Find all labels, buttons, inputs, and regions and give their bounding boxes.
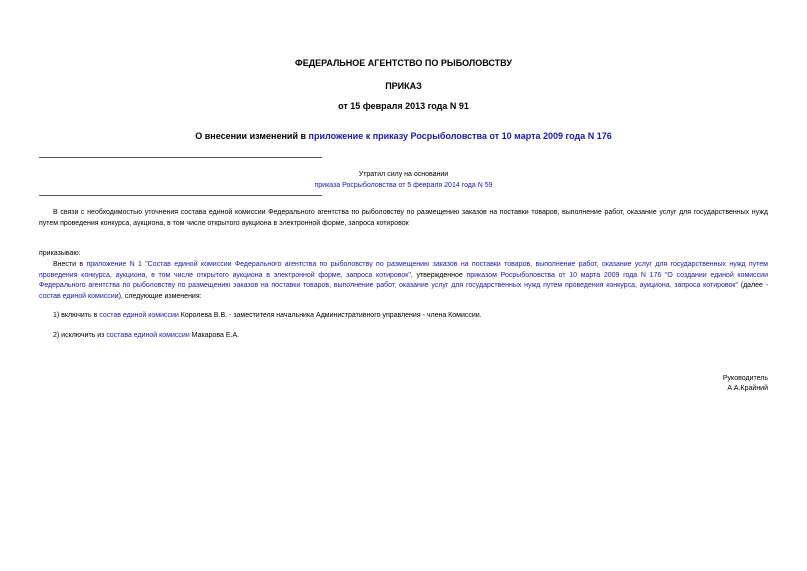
status-link[interactable]: приказа Росрыболовства от 5 февраля 2014 года N 59 xyxy=(314,182,493,189)
item-2-text-1: 2) исключить из xyxy=(53,332,107,339)
divider-bottom xyxy=(39,195,322,196)
main-text-4: ), следующие изменения: xyxy=(118,292,202,300)
order-word: приказываю: xyxy=(39,250,81,257)
status-line: Утратил силу на основании xyxy=(358,171,449,178)
item-2 xyxy=(39,331,768,342)
commission-link[interactable]: состав единой комиссии xyxy=(39,292,119,300)
signature-title: Руководитель xyxy=(722,375,768,382)
divider-top xyxy=(39,157,322,158)
signature-name: А.А.Крайний xyxy=(727,385,768,392)
subject-heading xyxy=(0,131,807,141)
item-1-text-1: 1) включить в xyxy=(53,312,100,319)
main-text-3: (далее - xyxy=(737,282,768,290)
subject-link[interactable]: приложение к приказу Росрыболовства от 10 марта 2009 года N 176 xyxy=(308,131,612,141)
main-text-1: Внести в xyxy=(53,261,87,268)
item-2-text-2: Макарова Е.А. xyxy=(189,332,240,339)
preamble: В связи с необходимостью уточнения состава единой комиссии Федерального агентства по рыболовству по размещению заказов на поставки товаров, выполнение работ, оказание услуг для государственных нужд путем проведения конкурса, аукциона, в том числе открытого аукциона в электронной форме, запроса котировок xyxy=(39,209,768,227)
subject-prefix: О внесении изменений в xyxy=(195,131,309,141)
main-text-2: , утвержденное xyxy=(410,271,467,279)
date-line: от 15 февраля 2013 года N 91 xyxy=(338,101,469,111)
item-2-link[interactable]: состава единой комиссии xyxy=(106,332,190,339)
item-1-link[interactable]: состав единой комиссии xyxy=(99,312,179,319)
doc-type: ПРИКАЗ xyxy=(385,81,422,91)
agency-title: ФЕДЕРАЛЬНОЕ АГЕНТСТВО ПО РЫБОЛОВСТВУ xyxy=(295,58,512,68)
appendix-link[interactable]: приложение N 1 "Состав единой комиссии Федерального агентства по рыболовству по размещению заказов на поставки товаров, выполнение работ, оказание услуг для государственных нужд путем проведения конкурса, аукциона, в том числе открытого аукциона в электронной форме, запроса котировок" xyxy=(39,261,768,279)
main-paragraph xyxy=(39,260,768,302)
order-link[interactable]: приказом Росрыболовства от 10 марта 2009 года N 176 "О создании единой комиссии Федерального агентства по рыболовству по размещению заказов на поставки товаров, выполнение работ, оказание услуг для государственных нужд путем проведения конкурса, аукциона, запроса котировок" xyxy=(39,271,768,290)
item-1-text-2: Королева В.В. - заместителя начальника Административного управления - члена Комиссии. xyxy=(178,312,482,319)
item-1 xyxy=(39,311,768,322)
